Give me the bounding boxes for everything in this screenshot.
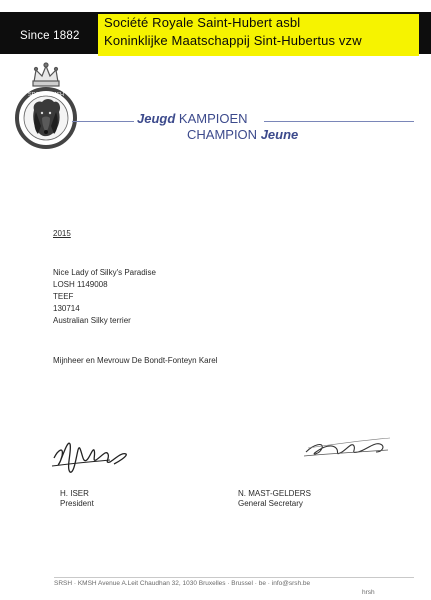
birth-date: 130714 [53,304,80,313]
title-french-suffix: Jeune [260,127,299,142]
footer-contact: be · info@srsh.be [258,580,311,587]
title-dutch [137,111,248,126]
secretary-signature [296,430,394,464]
footer-address [54,580,310,587]
footer-address-main: SRSH · KMSH Avenue A.Leit Chaudhan 32, 1030 Bruxelles · Brussel · [54,580,257,587]
breed: Australian Silky terrier [53,316,131,325]
title-dutch-prefix: Jeugd [137,111,176,126]
president-signature [48,428,132,478]
since-label: Since 1882 [20,30,80,42]
dog-sex: TEEF [53,292,74,301]
president-name: H. ISER [60,489,89,498]
svg-text:SRSH · KMSH: SRSH · KMSH [27,92,65,98]
title-french-main: CHAMPION [187,127,258,142]
title-dutch-main: KAMPIOEN [178,111,248,126]
title-rule-right [264,121,414,122]
crown-dog-emblem-icon [12,60,80,156]
title-rule-left [72,121,134,122]
society-name-nl: Koninklijke Maatschappij Sint-Hubertus vzw [104,33,362,48]
title-french [187,127,298,142]
secretary-name: N. MAST-GELDERS [238,489,311,498]
footer-second-line: hrsh [362,589,375,596]
registration-number: LOSH 1149008 [53,280,108,289]
certificate-year: 2015 [53,229,71,238]
secretary-role: General Secretary [238,499,303,508]
footer-divider [54,577,414,578]
addressee: Mijnheer en Mevrouw De Bondt-Fonteyn Karel [53,356,218,365]
dog-name: Nice Lady of Silky's Paradise [53,268,156,277]
society-name-fr: Société Royale Saint-Hubert asbl [104,15,301,30]
president-role: President [60,499,94,508]
